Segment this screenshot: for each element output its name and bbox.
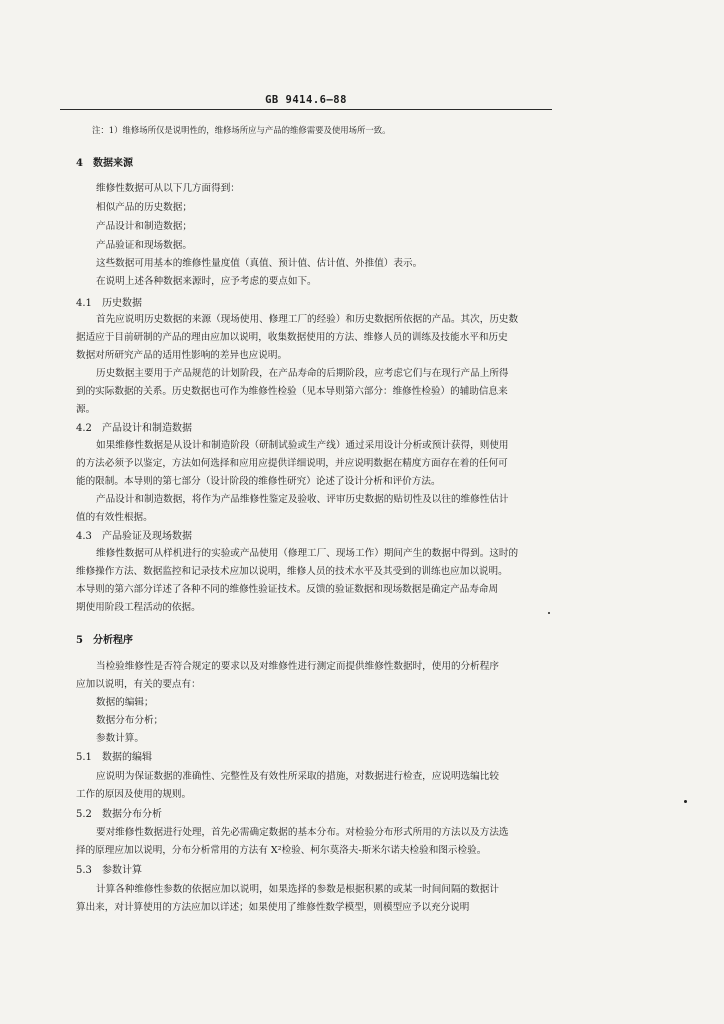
s42-line-1: 如果维修性数据是从设计和制造阶段（研制试验或生产线）通过采用设计分析或预计获得，则使用 xyxy=(96,440,509,451)
section-number: 5.1 xyxy=(76,752,92,763)
s4-line-6: 在说明上述各种数据来源时，应予考虑的要点如下。 xyxy=(96,276,317,287)
s42-line-3: 能的限制。本导则的第七部分（设计阶段的维修性研究）论述了设计分析和评价方法。 xyxy=(76,476,441,487)
s4-line-1: 维修性数据可从以下几方面得到： xyxy=(96,183,240,194)
s51-line-1: 应说明为保证数据的准确性、完整性及有效性所采取的措施，对数据进行检查，应说明选编比较 xyxy=(96,771,499,782)
section-5-3-heading xyxy=(76,861,142,876)
section-number: 5.2 xyxy=(76,809,92,820)
section-number: 4.2 xyxy=(76,423,92,434)
s53-line-2: 算出来，对计算使用的方法应加以详述；如果使用了维修性数学模型，则模型应予以充分说明 xyxy=(76,902,470,913)
section-4-1-heading xyxy=(76,294,142,309)
section-number: 5.3 xyxy=(76,865,92,876)
s41-line-3: 数据对所研究产品的适用性影响的差异也应说明。 xyxy=(76,350,288,361)
s42-line-2: 的方法必须予以鉴定，方法如何选择和应用应提供详细说明，并应说明数据在精度方面存在着的任何可 xyxy=(76,458,508,469)
section-4-3-heading xyxy=(76,527,192,542)
section-4-heading: 4 数据来源 xyxy=(76,158,133,169)
s4-line-5: 这些数据可用基本的维修性量度值（真值、预计值、估计值、外推值）表示。 xyxy=(96,258,423,269)
s52-line-1: 要对维修性数据进行处理，首先必需确定数据的基本分布。对检验分布形式所用的方法以及方法选 xyxy=(96,827,509,838)
s43-line-1: 维修性数据可从样机进行的实验或产品使用（修理工厂、现场工作）期间产生的数据中得到。这时的 xyxy=(96,548,519,559)
section-5-1-heading xyxy=(76,748,152,763)
section-title: 数据的编辑 xyxy=(102,752,152,763)
section-5-heading: 5 分析程序 xyxy=(76,635,133,646)
s42-line-5: 值的有效性根据。 xyxy=(76,512,153,523)
s51-line-2: 工作的原因及使用的规则。 xyxy=(76,789,192,800)
section-title: 产品设计和制造数据 xyxy=(102,423,192,434)
s41-line-1: 首先应说明历史数据的来源（现场使用、修理工厂的经验）和历史数据所依据的产品。其次，历史数 xyxy=(96,314,519,325)
scan-speck xyxy=(684,800,687,803)
section-number: 4.3 xyxy=(76,531,92,542)
scan-speck xyxy=(548,612,550,614)
s41-line-6: 源。 xyxy=(76,404,96,415)
section-title: 参数计算 xyxy=(102,865,142,876)
s4-line-2: 相似产品的历史数据； xyxy=(96,202,192,213)
section-number: 4.1 xyxy=(76,298,92,309)
section-title: 历史数据 xyxy=(102,298,142,309)
section-title: 产品验证及现场数据 xyxy=(102,531,192,542)
s5-line-5: 参数计算。 xyxy=(96,733,144,744)
section-5-2-heading xyxy=(76,805,162,820)
s5-line-1: 当检验维修性是否符合规定的要求以及对维修性进行测定而提供维修性数据时，使用的分析程序 xyxy=(96,661,499,672)
section-title: 数据分布分析 xyxy=(102,809,162,820)
s41-line-4: 历史数据主要用于产品规范的计划阶段，在产品寿命的后期阶段，应考虑它们与在现行产品上所得 xyxy=(96,368,509,379)
s43-line-4: 期使用阶段工程活动的依据。 xyxy=(76,602,201,613)
s4-line-3: 产品设计和制造数据； xyxy=(96,221,192,232)
s5-line-2: 应加以说明，有关的要点有： xyxy=(76,679,201,690)
footnote: 注：1）维修场所仅是说明性的，维修场所应与产品的维修需要及使用场所一致。 xyxy=(92,125,391,135)
s41-line-5: 到的实际数据的关系。历史数据也可作为维修性检验（见本导则第六部分：维修性检验）的辅助信息来 xyxy=(76,386,508,397)
s52-line-2: 择的原理应加以说明，分布分析常用的方法有 X²检验、柯尔莫洛夫-斯米尔诺夫检验和图示检验。 xyxy=(76,845,487,856)
doc-code-header: GB 9414.6—88 xyxy=(265,94,347,106)
header-rule xyxy=(60,109,552,110)
s42-line-4: 产品设计和制造数据，将作为产品维修性鉴定及验收、评审历史数据的贴切性及以往的维修性估计 xyxy=(96,494,509,505)
s43-line-3: 本导则的第六部分详述了各种不同的维修性验证技术。反馈的验证数据和现场数据是确定产品寿命周 xyxy=(76,584,499,595)
s41-line-2: 据适应于目前研制的产品的理由应加以说明，收集数据使用的方法、维修人员的训练及技能水平和历史 xyxy=(76,332,508,343)
s43-line-2: 维修操作方法、数据监控和记录技术应加以说明，维修人员的技术水平及其受到的训练也应加以说明。 xyxy=(76,566,508,577)
s4-line-4: 产品验证和现场数据。 xyxy=(96,240,192,251)
s53-line-1: 计算各种维修性参数的依据应加以说明，如果选择的参数是根据积累的或某一时间间隔的数据计 xyxy=(96,884,499,895)
section-4-2-heading xyxy=(76,419,192,434)
s5-line-4: 数据分布分析； xyxy=(96,715,164,726)
s5-line-3: 数据的编辑； xyxy=(96,697,154,708)
